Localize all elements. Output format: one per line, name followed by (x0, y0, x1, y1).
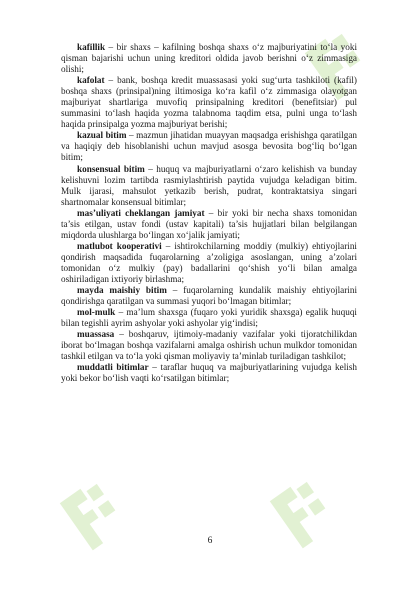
glossary-definition: – mazmun jihatidan muayyan maqsadga erishishga qaratilgan va haqiqiy deb hisoblanishi uchun mavjud asosga bevosita bog‘liq bo‘lgan bitim; (61, 130, 357, 163)
glossary-entry (61, 241, 357, 285)
glossary-term: kafillik (77, 42, 106, 52)
glossary-entry (61, 164, 357, 208)
glossary-definition: – bir yoki bir necha shaxs tomonidan ta’sis etilgan, ustav fondi (ustav kapitali) ta’sis hujjatlari bilan belgilangan miqdorda ulushlarga bo‘lingan xo‘jalik jamiyati; (61, 207, 357, 240)
glossary-definition: – taraflar huquq va majburiyatlarining vujudga kelish yoki bekor bo‘lish vaqti ko‘rsatilgan bitimlar; (61, 362, 357, 384)
glossary-entry (61, 362, 357, 384)
glossary-definition: – ma’lum shaxsga (fuqaro yoki yuridik shaxsga) egalik huquqi bilan tegishli ayrim ashyolar yoki ashyolar yig‘indisi; (61, 307, 357, 329)
glossary-term: mol-mulk (77, 307, 116, 318)
glossary-term: kafolat (77, 75, 105, 86)
glossary-term: kazual bitim (77, 130, 127, 141)
glossary-definition: – ishtirokchilarning moddiy (mulkiy) ehtiyojlarini qondirish maqsadida fuqarolarning a’zoligiga asoslangan, uning a’zolari tomonidan o‘z mulkiy (pay) badallarini qo‘shish yo‘li bilan amalga oshiriladigan ixtiyoriy birlashma; (61, 240, 357, 284)
glossary-entry (61, 130, 357, 163)
glossary-term: matlubot kooperativi (77, 240, 162, 251)
glossary-entry (61, 307, 357, 329)
glossary-definition: – bir shaxs – kafilning boshqa shaxs o‘z majburiyatini to‘la yoki qisman bajarishi uchun uning kreditori oldida javob berishni o‘z zimmasiga olishi; (61, 42, 357, 75)
glossary-term: muddatli bitimlar (77, 362, 149, 373)
glossary-entry (61, 329, 357, 362)
glossary-definition: – bank, boshqa kredit muassasasi yoki sug‘urta tashkiloti (kafil) boshqa shaxs (prinsipal)ning iltimosiga ko‘ra kafil o‘z zimmasiga olayotgan majburiyat shartlariga muvofiq prinsipalning kreditori (benefitsiar) pul summasini to‘lash haqida yozma talabnoma taqdim etsa, pulni unga to‘lash haqida prinsipalga yozma majburiyat berishi; (61, 75, 357, 130)
page-number: 6 (207, 536, 213, 546)
glossary-entry (61, 208, 357, 241)
glossary-definition: – fuqarolarning kundalik maishiy ehtiyojlarini qondirishga qaratilgan va summasi yuqori bo‘lmagan bitimlar; (61, 285, 357, 307)
glossary-term: muassasa (77, 329, 115, 340)
glossary-term: konsensual bitim (77, 163, 145, 174)
glossary-entry (61, 42, 357, 75)
glossary-term: mas’uliyati cheklangan jamiyat (77, 207, 205, 218)
glossary-entry (61, 75, 357, 130)
publisher-logo-icon (45, 470, 135, 560)
glossary-entry (61, 285, 357, 307)
glossary-definition: – boshqaruv, ijtimoiy-madaniy vazifalar yoki tijoratchilikdan iborat bo‘lmagan boshqa vazifalarni amalga oshirish uchun mulkdor tomonidan tashkil etilgan va to‘la yoki qisman moliyaviy ta’minlab turiladigan tashkilot; (61, 329, 357, 362)
glossary-definition: – huquq va majburiyatlarni o‘zaro kelishish va bunday kelishuvni lozim tartibda rasmiylashtirish paytida vujudga keladigan bitim. Mulk ijarasi, mahsulot yetkazib berish, pudrat, kontraktatsiya singari shartnomalar konsensual bitimlar; (61, 163, 357, 207)
glossary-term: mayda maishiy bitim (77, 285, 167, 296)
glossary-text (61, 42, 357, 384)
